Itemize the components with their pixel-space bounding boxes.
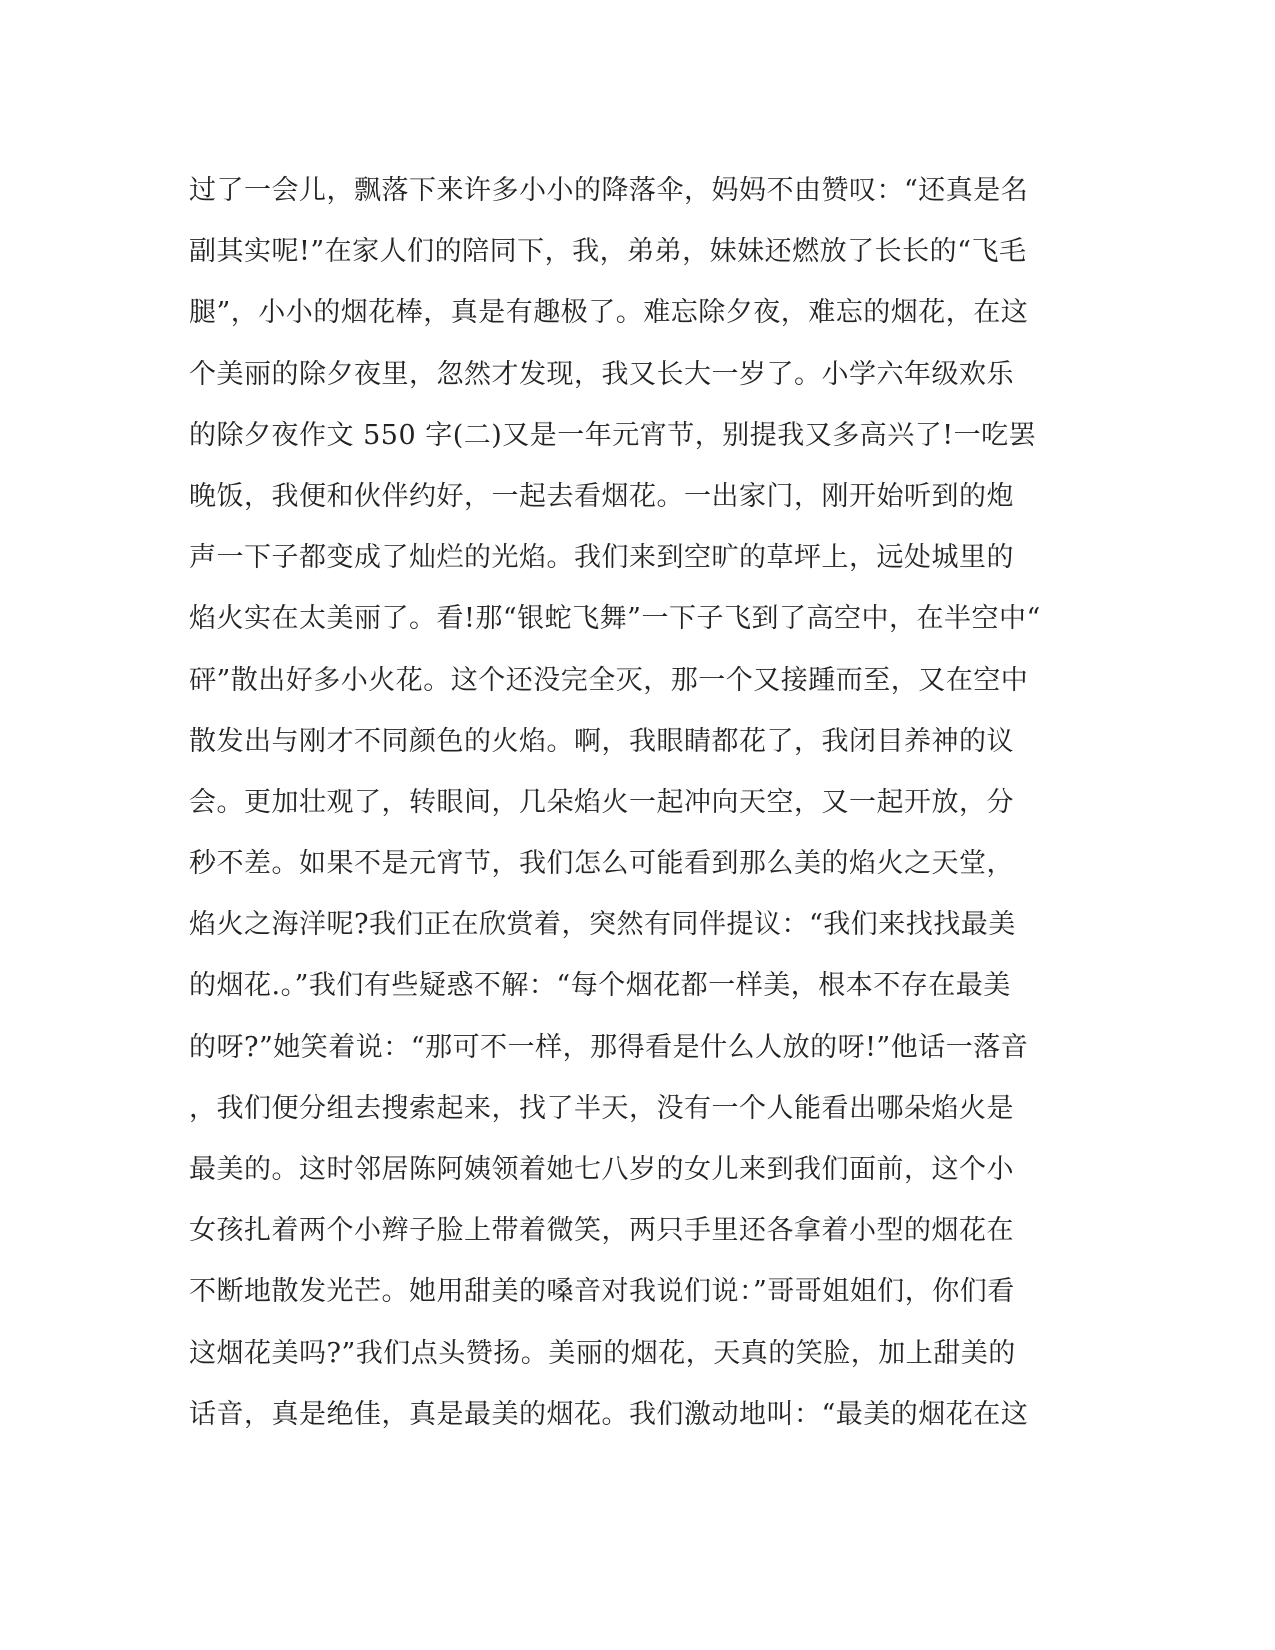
text-line: 这烟花美吗?”我们点头赞扬。美丽的烟花，天真的笑脸，加上甜美的 — [189, 1337, 1016, 1369]
text-line: ，我们便分组去搜索起来，找了半天，没有一个人能看出哪朵焰火是 — [189, 1092, 1014, 1124]
text-line: 焰火实在太美丽了。看!那“银蛇飞舞”一下子飞到了高空中，在半空中“ — [189, 603, 1041, 635]
text-line: 散发出与刚才不同颜色的火焰。啊，我眼睛都花了，我闭目养神的议 — [189, 725, 1014, 757]
text-line: 秒不差。如果不是元宵节，我们怎么可能看到那么美的焰火之天堂， — [189, 848, 1014, 880]
text-line: 焰火之海洋呢?我们正在欣赏着，突然有同伴提议：“我们来找找最美 — [189, 909, 1016, 941]
text-line: 的烟花.。”我们有些疑惑不解：“每个烟花都一样美，根本不存在最美 — [189, 970, 1011, 1002]
text-line: 个美丽的除夕夜里，忽然才发现，我又长大一岁了。小学六年级欢乐 — [189, 358, 1014, 390]
text-line: 会。更加壮观了，转眼间，几朵焰火一起冲向天空，又一起开放，分 — [189, 786, 1014, 818]
text-line: 的除夕夜作文 550 字(二)又是一年元宵节，别提我又多高兴了!一吃罢 — [189, 419, 1037, 451]
text-line: 过了一会儿，飘落下来许多小小的降落伞，妈妈不由赞叹：“还真是名 — [189, 175, 1029, 206]
text-line: 砰”散出好多小火花。这个还没完全灭，那一个又接踵而至，又在空中 — [189, 664, 1029, 696]
text-line: 声一下子都变成了灿烂的光焰。我们来到空旷的草坪上，远处城里的 — [189, 542, 1014, 574]
text-line: 女孩扎着两个小辫子脸上带着微笑，两只手里还各拿着小型的烟花在 — [189, 1215, 1014, 1247]
text-line: 腿”，小小的烟花棒，真是有趣极了。难忘除夕夜，难忘的烟花，在这 — [189, 297, 1029, 329]
text-line: 副其实呢!”在家人们的陪同下，我，弟弟，妹妹还燃放了长长的“飞毛 — [189, 236, 1027, 268]
body-text — [189, 160, 1089, 1445]
text-line: 话音，真是绝佳，真是最美的烟花。我们激动地叫：“最美的烟花在这 — [189, 1398, 1029, 1430]
text-line: 的呀?”她笑着说：“那可不一样，那得看是什么人放的呀!”他话一落音 — [189, 1031, 1029, 1063]
text-line: 最美的。这时邻居陈阿姨领着她七八岁的女儿来到我们面前，这个小 — [189, 1154, 1014, 1185]
text-line: 晚饭，我便和伙伴约好，一起去看烟花。一出家门，刚开始听到的炮 — [189, 480, 1014, 512]
text-line: 不断地散发光芒。她用甜美的嗓音对我说们说：”哥哥姐姐们，你们看 — [189, 1276, 1015, 1308]
